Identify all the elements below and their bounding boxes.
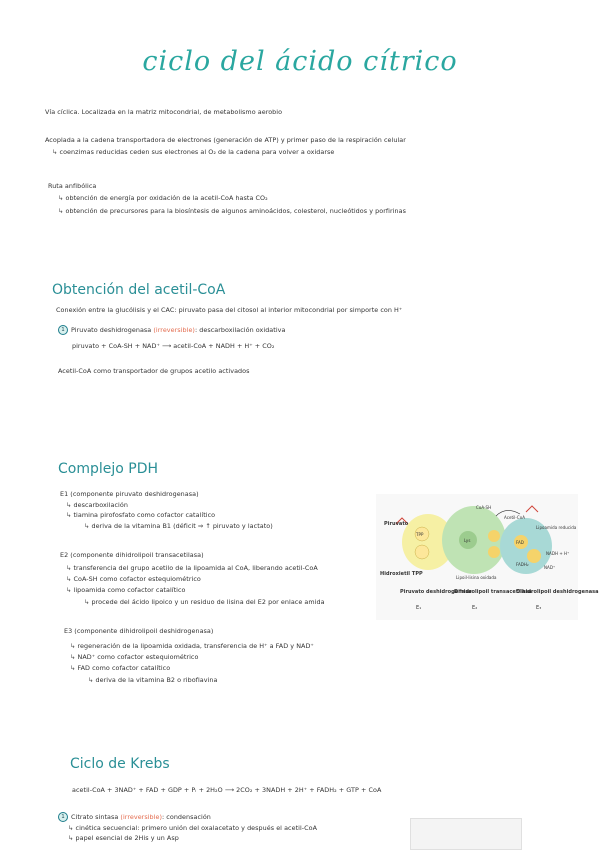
intro-line-6 — [58, 207, 406, 215]
fig-lipoil-oxid-label: Lipoil-lisina oxidada — [456, 575, 497, 580]
e2-title: E2 (componente dihidrolipoil transacetilasa) — [60, 551, 204, 559]
fig-fadh2-label: FADH₂ — [516, 562, 529, 567]
sub-arrow-icon: ↳ — [66, 564, 72, 572]
enzyme-name: Citrato sintasa — [71, 813, 119, 821]
intro-line-5-text: obtención de energía por oxidación de la acetil-CoA hasta CO₂ — [65, 194, 268, 202]
s1-equation: piruvato + CoA-SH + NAD⁺ ⟶ acetil-CoA + NADH + H⁺ + CO₂ — [72, 342, 275, 350]
fig-acetilcoa-label: Acetil-CoA — [504, 515, 526, 520]
s3-line-2 — [58, 812, 211, 822]
fig-e3-name: Dihidrolipoil deshidrogenasa — [516, 589, 599, 595]
e2-item-1-text: transferencia del grupo acetilo de la lipoamida al CoA, liberando acetil-CoA — [73, 564, 318, 572]
lipoamide-s-circle — [488, 530, 500, 542]
acetyl-structure-icon — [526, 506, 538, 512]
sub-arrow-icon: ↳ — [70, 664, 76, 672]
e3-item-4-text: deriva de la vitamina B2 o riboflavina — [95, 676, 218, 684]
step-number-badge: 1 — [58, 325, 68, 335]
e2-item-1 — [66, 564, 318, 572]
e1-item-2 — [66, 511, 215, 519]
e2-item-3-text: lipoamida como cofactor catalítico — [73, 586, 186, 594]
fig-hidroxietil-label: Hidroxietil TPP — [380, 571, 423, 577]
e3-item-3 — [70, 664, 170, 672]
e2-item-4 — [84, 598, 325, 606]
sub-arrow-icon: ↳ — [88, 676, 94, 684]
intro-line-6-text: obtención de precursores para la biosíntesis de algunos aminoácidos, colesterol, nucleótidos y porfirinas — [65, 207, 406, 215]
s3-line-3 — [68, 824, 317, 832]
intro-line-3-text: coenzimas reducidas ceden sus electrones al O₂ de la cadena para volver a oxidarse — [59, 148, 335, 156]
s1-line-2 — [58, 325, 285, 335]
fig-e2-name: Dihidrolipoil transacetilasa — [454, 589, 532, 595]
s3-line-4 — [68, 834, 179, 842]
fig-tpp-label: TPP — [416, 532, 424, 537]
e1-title: E1 (componente piruvato deshidrogenasa) — [60, 490, 199, 498]
s3-line-3-text: cinética secuencial: primero unión del oxalacetato y después el acetil-CoA — [75, 824, 318, 832]
e1-item-1 — [66, 501, 128, 509]
e3-item-1 — [70, 642, 314, 650]
sub-arrow-icon: ↳ — [84, 522, 90, 530]
fig-lys-label: Lys — [464, 538, 471, 543]
e2-item-3 — [66, 586, 186, 594]
fig-e3-code: E₃ — [536, 605, 542, 611]
step-number-badge: 1 — [58, 812, 68, 822]
intro-line-2: Acoplada a la cadena transportadora de electrones (generación de ATP) y primer paso de la respiración celular — [45, 136, 406, 144]
fig-coash-label: CoA-SH — [476, 505, 492, 510]
fig-lipoamida-label: Lipoamida reducida — [536, 525, 577, 530]
irreversible-note: (irreversible) — [153, 326, 195, 334]
fig-nadh-label: NADH + H⁺ — [546, 551, 570, 556]
section-heading-acetil-coa: Obtención del acetil-CoA — [52, 282, 226, 298]
krebs-equation: acetil-CoA + 3NAD⁺ + FAD + GDP + Pᵢ + 2H₂O ⟶ 2CO₂ + 3NADH + 2H⁺ + FADH₂ + GTP + CoA — [72, 786, 382, 794]
fig-piruvato-label: Piruvato — [384, 521, 409, 527]
irreversible-note: (irreversible) — [120, 813, 163, 821]
s1-line-4: Acetil-CoA como transportador de grupos acetilo activados — [58, 367, 250, 375]
e1-item-3-text: deriva de la vitamina B1 (déficit ⇒ ↑ piruvato y lactato) — [91, 522, 273, 530]
sub-arrow-icon: ↳ — [68, 834, 74, 842]
intro-line-4: Ruta anfibólica — [48, 182, 97, 190]
sub-arrow-icon: ↳ — [70, 642, 76, 650]
e1-item-3 — [84, 522, 273, 530]
e3-title: E3 (componente dihidrolipoil deshidrogenasa) — [64, 627, 214, 635]
pdh-complex-diagram — [376, 494, 599, 620]
fig-e2-code: E₂ — [472, 605, 478, 611]
intro-line-5 — [58, 194, 268, 202]
enzyme-name: Piruvato deshidrogenasa — [71, 326, 152, 334]
e2-item-2-text: CoA-SH como cofactor estequiométrico — [73, 575, 201, 583]
sub-arrow-icon: ↳ — [68, 824, 74, 832]
s3-line-4-text: papel esencial de 2His y un Asp — [75, 834, 179, 842]
sub-arrow-icon: ↳ — [70, 653, 76, 661]
fadh2-circle — [527, 549, 541, 563]
s1-line-1: Conexión entre la glucólisis y el CAC: piruvato pasa del citosol al interior mitocondrial por simporte con H⁺ — [56, 306, 403, 314]
fig-fad-label: FAD — [516, 540, 524, 545]
intro-line-1: Vía cíclica. Localizada en la matriz mitocondrial, de metabolismo aerobio — [45, 108, 283, 116]
page-title: ciclo del ácido cítrico — [142, 46, 458, 77]
sub-arrow-icon: ↳ — [66, 586, 72, 594]
sub-arrow-icon: ↳ — [66, 501, 72, 509]
reaction-type: : descarboxilación oxidativa — [194, 326, 286, 334]
e1-item-2-text: tiamina pirofosfato como cofactor catalítico — [73, 511, 216, 519]
citrate-structure-figure — [410, 818, 522, 850]
intro-line-3 — [52, 148, 334, 156]
sub-arrow-icon: ↳ — [66, 575, 72, 583]
sub-arrow-icon: ↳ — [52, 148, 58, 156]
section-heading-ciclo-krebs: Ciclo de Krebs — [70, 756, 170, 772]
e3-item-1-text: regeneración de la lipoamida oxidada, transferencia de H⁺ a FAD y NAD⁺ — [77, 642, 314, 650]
e1-item-1-text: descarboxilación — [73, 501, 128, 509]
fig-nad-label: NAD⁺ — [544, 565, 556, 570]
e2-item-4-text: procede del ácido lipoico y un residuo de lisina del E2 por enlace amida — [91, 598, 325, 606]
e3-item-4 — [88, 676, 218, 684]
sub-arrow-icon: ↳ — [58, 194, 64, 202]
sub-arrow-icon: ↳ — [58, 207, 64, 215]
sub-arrow-icon: ↳ — [66, 511, 72, 519]
tpp-circle-2 — [415, 545, 429, 559]
lipoamide-sh-circle — [488, 546, 500, 558]
fig-e1-code: E₁ — [416, 605, 422, 611]
sub-arrow-icon: ↳ — [84, 598, 90, 606]
fig-e1-name: Piruvato deshidrogenasa — [400, 589, 472, 595]
reaction-type: : condensación — [162, 813, 211, 821]
e3-item-2-text: NAD⁺ como cofactor estequiométrico — [77, 653, 199, 661]
e3-item-3-text: FAD como cofactor catalítico — [77, 664, 171, 672]
e2-item-2 — [66, 575, 201, 583]
e3-item-2 — [70, 653, 198, 661]
section-heading-complejo-pdh: Complejo PDH — [58, 461, 159, 477]
